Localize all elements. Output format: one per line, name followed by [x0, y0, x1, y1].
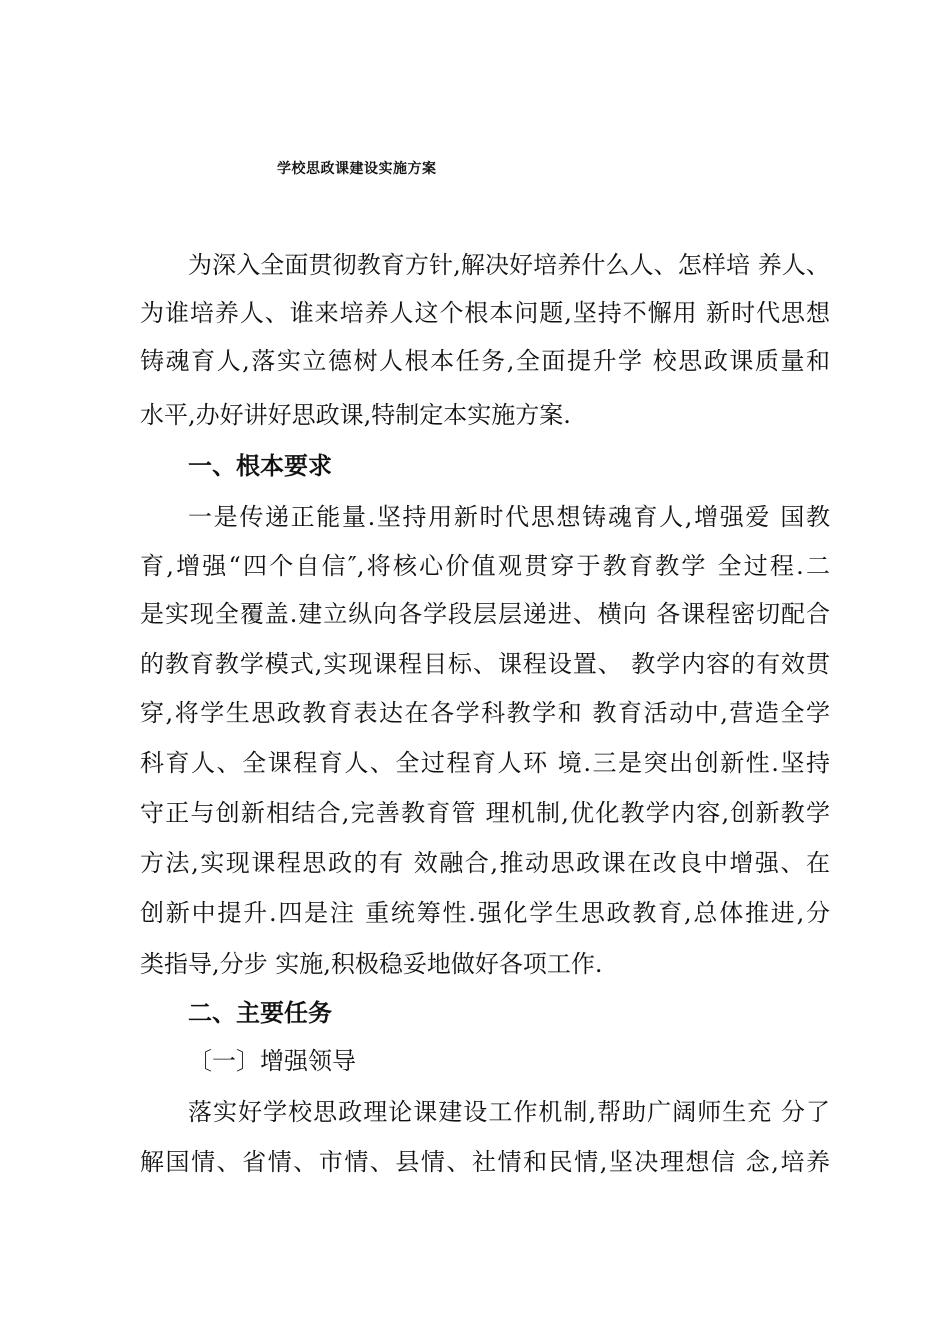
- intro-line-3: 铸魂育人,落实立德树人根本任务,全面提升学 校思政课质量和: [140, 347, 830, 375]
- subsection-heading-strengthen-leadership: 〔一〕增强领导: [188, 1047, 356, 1075]
- section1-line-1: 一是传递正能量.坚持用新时代思想铸魂育人,增强爱 国教: [188, 503, 830, 531]
- intro-line-1: 为深入全面贯彻教育方针,解决好培养什么人、怎样培 养人、: [188, 251, 830, 279]
- section-heading-basic-requirements: 一、根本要求: [188, 452, 332, 480]
- section2-line-2: 解国情、省情、市情、县情、社情和民情,坚决理想信 念,培养: [140, 1148, 830, 1176]
- section1-line-6: 科育人、全课程育人、全过程育人环 境.三是突出创新性.坚持: [140, 749, 830, 777]
- document-title: 学校思政课建设实施方案: [277, 161, 437, 177]
- intro-line-4: 水平,办好讲好思政课,特制定本实施方案.: [140, 401, 571, 429]
- section-heading-main-tasks: 二、主要任务: [188, 999, 332, 1027]
- section1-line-3: 是实现全覆盖.建立纵向各学段层层递进、横向 各课程密切配合: [140, 600, 830, 628]
- section1-line-7: 守正与创新相结合,完善教育管 理机制,优化教学内容,创新教学: [140, 799, 830, 827]
- section1-line-4: 的教育教学模式,实现课程目标、课程设置、 教学内容的有效贯: [140, 650, 830, 678]
- section1-line-10: 类指导,分步 实施,积极稳妥地做好各项工作.: [140, 950, 603, 978]
- section1-line-2: 育,增强“四个自信″,将核心价值观贯穿于教育教学 全过程.二: [140, 552, 830, 580]
- section1-line-9: 创新中提升.四是注 重统筹性.强化学生思政教育,总体推进,分: [140, 899, 830, 927]
- section1-line-5: 穿,将学生思政教育表达在各学科教学和 教育活动中,营造全学: [140, 699, 830, 727]
- section2-line-1: 落实好学校思政理论课建设工作机制,帮助广阔师生充 分了: [188, 1098, 830, 1126]
- section1-line-8: 方法,实现课程思政的有 效融合,推动思政课在改良中增强、在: [140, 849, 830, 877]
- intro-line-2: 为谁培养人、谁来培养人这个根本问题,坚持不懈用 新时代思想: [140, 299, 830, 327]
